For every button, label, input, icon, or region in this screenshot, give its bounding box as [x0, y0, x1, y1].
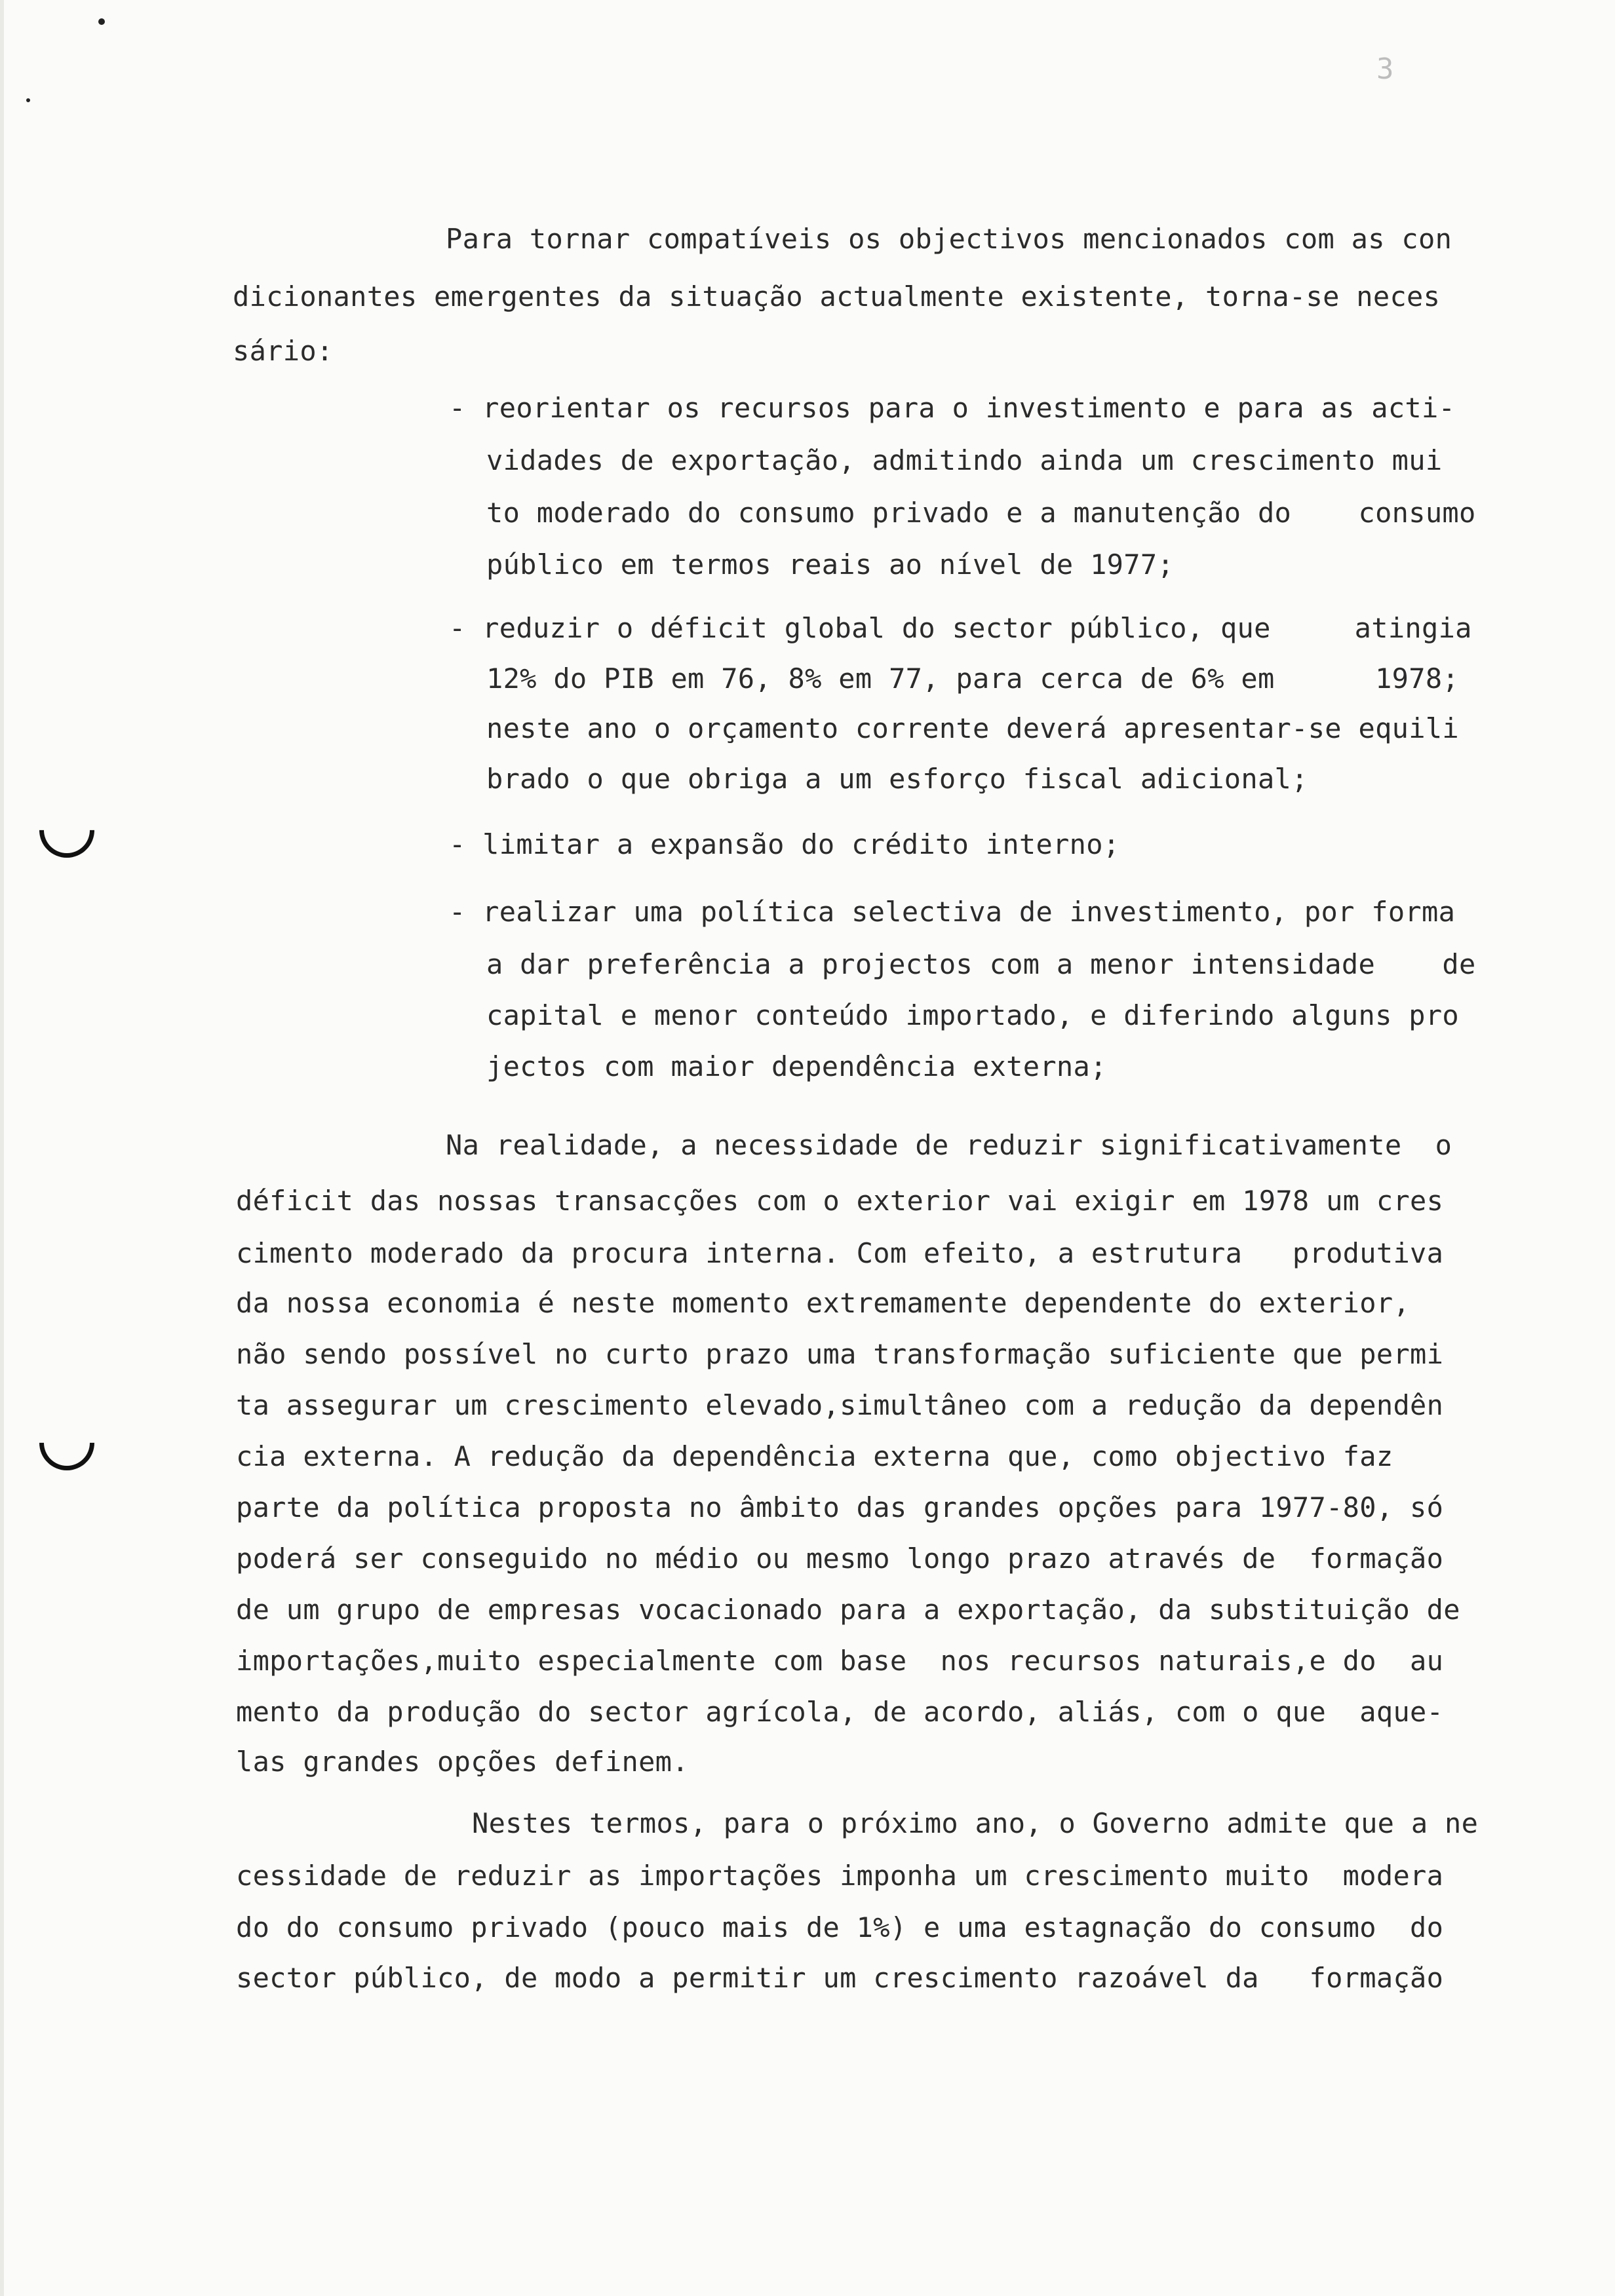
list-item-line: to moderado do consumo privado e a manutenção do consumo — [486, 497, 1476, 529]
list-item-line: público em termos reais ao nível de 1977; — [486, 548, 1175, 581]
text-line: ta assegurar um crescimento elevado,simultâneo com a redução da dependên — [236, 1389, 1444, 1421]
text-line: sário: — [233, 335, 334, 367]
text-line: Nestes termos, para o próximo ano, o Governo admite que a ne — [472, 1807, 1479, 1839]
text-line: Na realidade, a necessidade de reduzir significativamente o — [446, 1129, 1452, 1161]
text-line: cia externa. A redução da dependência externa que, como objectivo faz — [236, 1440, 1393, 1472]
speck — [26, 98, 30, 102]
text-line: parte da política proposta no âmbito das grandes opções para 1977-80, só — [236, 1491, 1444, 1523]
text-line: de um grupo de empresas vocacionado para a exportação, da substituição de — [236, 1594, 1460, 1626]
page-number: 3 — [1376, 52, 1394, 86]
text-line: sector público, de modo a permitir um crescimento razoável da formação — [236, 1962, 1444, 1994]
list-item-line: 12% do PIB em 76, 8% em 77, para cerca de 6% em 1978; — [486, 662, 1459, 695]
text-line: importações,muito especialmente com base nos recursos naturais,e do au — [236, 1645, 1444, 1677]
text-line: cessidade de reduzir as importações imponha um crescimento muito modera — [236, 1860, 1444, 1892]
text-line: da nossa economia é neste momento extremamente dependente do exterior, — [236, 1287, 1411, 1319]
list-item-line: capital e menor conteúdo importado, e diferindo alguns pro — [486, 999, 1459, 1031]
text-line: Para tornar compatíveis os objectivos mencionados com as con — [446, 223, 1452, 255]
page-edge-shadow — [0, 0, 4, 2296]
list-item-line: - reorientar os recursos para o investimento e para as acti- — [449, 392, 1456, 424]
text-line: mento da produção do sector agrícola, de acordo, aliás, com o que aque- — [236, 1696, 1444, 1728]
list-item-line: - realizar uma política selectiva de investimento, por forma — [449, 896, 1456, 928]
speck — [98, 18, 105, 25]
list-item-line: - reduzir o déficit global do sector público, que atingia — [449, 612, 1472, 644]
list-item-line: jectos com maior dependência externa; — [486, 1050, 1107, 1082]
text-line: las grandes opções definem. — [236, 1746, 689, 1778]
text-line: não sendo possível no curto prazo uma transformação suficiente que permi — [236, 1338, 1444, 1370]
text-line: cimento moderado da procura interna. Com efeito, a estrutura produtiva — [236, 1237, 1444, 1269]
text-line: déficit das nossas transacções com o exterior vai exigir em 1978 um cres — [236, 1185, 1444, 1217]
text-line: do do consumo privado (pouco mais de 1%) e uma estagnação do consumo do — [236, 1911, 1444, 1943]
list-item-line: a dar preferência a projectos com a menor intensidade de — [486, 948, 1476, 980]
punch-hole-mark — [28, 1404, 106, 1482]
text-line: dicionantes emergentes da situação actualmente existente, torna-se neces — [233, 280, 1441, 313]
text-line: poderá ser conseguido no médio ou mesmo longo prazo através de formação — [236, 1542, 1444, 1575]
list-item-line: brado o que obriga a um esforço fiscal adicional; — [486, 763, 1308, 795]
punch-hole-mark — [28, 792, 106, 870]
list-item-line: neste ano o orçamento corrente deverá apresentar-se equili — [486, 712, 1459, 744]
list-item-line: - limitar a expansão do crédito interno; — [449, 828, 1120, 860]
list-item-line: vidades de exportação, admitindo ainda um crescimento mui — [486, 444, 1443, 476]
